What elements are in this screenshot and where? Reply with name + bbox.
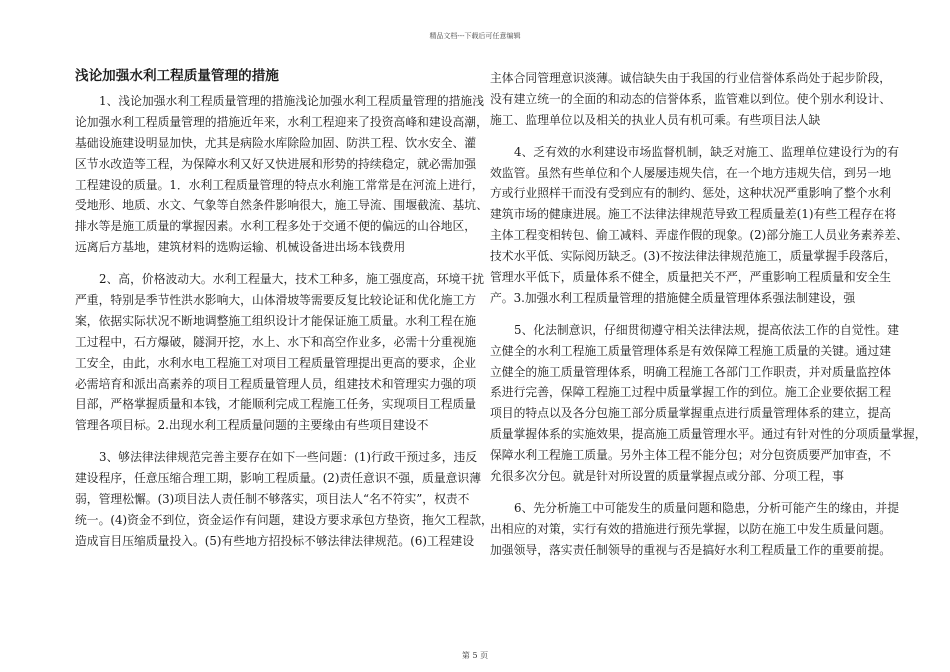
text-line: 4、乏有效的水利建设市场监督机制，缺乏对施工、监理单位建设行为的有 [514, 144, 900, 159]
text-line: 严重，特别是季节性洪水影响大，山体滑坡等需要反复比较论证和优化施工方 [75, 293, 477, 308]
text-line: 弱，管理松懈。(3)项目法人责任制不够落实，项目法人“名不符实”，权责不 [75, 492, 470, 507]
text-line: 论加强水利工程质量管理的措施近年来，水利工程迎来了投资高峰和建设高潮， [75, 114, 488, 129]
text-line: 工安全，由此，水利水电工程施工对项目工程质量管理提出更高的要求，企业 [75, 355, 477, 370]
text-line: 建筑市场的健康进展。施工不法律法律规范导致工程质量差(1)有些工程存在将 [490, 207, 897, 222]
text-line: 建设程序，任意压缩合理工期，影响工程质量。(2)责任意识不强，质量意识薄 [75, 471, 482, 486]
text-line: 出相应的对策，实行有效的措施进行预先掌握，以防在施工中发生质量问题。 [490, 521, 892, 536]
text-line: 保障水利工程施工质量。另外主体工程不能分包；对分包资质要严加审查，不 [490, 448, 892, 463]
text-line: 基础设施建设明显加快，尤其是病险水库除险加固、防洪工程、饮水安全、灌 [75, 135, 477, 150]
text-line: 受地形、地质、水文、气象等自然条件影响很大，施工导流、围堰截流、基坑、 [75, 198, 488, 213]
right-column [490, 68, 927, 561]
text-line: 2、高，价格波动大。水利工程量大，技术工种多，施工强度高，环境干扰 [99, 272, 485, 287]
text-line: 项目的特点以及各分包施工部分质量掌握重点进行质量管理体系的建立，提高 [490, 406, 892, 421]
text-line: 效监管。虽然有些单位和个人屡屡违规失信，在一个地方违规失信，到另一地 [490, 165, 892, 180]
text-line: 工过程中，石方爆破，隧洞开挖，水上、水下和高空作业多，必需十分重视施 [75, 334, 477, 349]
text-line: 主体工程变相转包、偷工减料、弄虚作假的现象。(2)部分施工人员业务素养差、 [490, 228, 908, 243]
text-line: 产。3.加强水利工程质量管理的措施健全质量管理体系强法制建设，强 [490, 290, 856, 305]
text-line: 远离后方基地，建筑材料的选购运输、机械设备进出场本钱费用 [75, 240, 406, 255]
text-line: 区节水改造等工程，为保障水利又好又快进展和形势的持续稳定，就必需加强 [75, 156, 477, 171]
text-line: 方或行业照样干而没有受到应有的制约、惩处，这种状况严重影响了整个水利 [490, 186, 892, 201]
left-column [75, 68, 493, 552]
text-line: 加强领导，落实责任制领导的重视与否是搞好水利工程质量工作的重要前提。 [490, 542, 892, 557]
text-line: 工程建设的质量。1．水利工程质量管理的特点水利施工常常是在河流上进行， [75, 177, 484, 192]
text-line: 系进行完善，保障工程施工过程中质量掌握工作的到位。施工企业要依据工程 [490, 385, 892, 400]
left-column-body [75, 91, 493, 552]
header-note: 精品文档---下载后可任意编辑 [429, 32, 521, 40]
text-line: 立健全的水利工程施工质量管理体系是有效保障工程施工质量的关键。通过建 [490, 343, 892, 358]
text-line: 允很多次分包。就是针对所设置的质量掌握点或分部、分项工程，事 [490, 469, 844, 484]
text-line: 6、先分析施工中可能发生的质量问题和隐患，分析可能产生的缘由，并提 [514, 500, 900, 515]
text-line: 管理水平低下，质量体系不健全，质量把关不严，严重影响工程质量和安全生 [490, 270, 892, 285]
text-line: 主体合同管理意识淡薄。诚信缺失由于我国的行业信誉体系尚处于起步阶段， [490, 71, 892, 85]
right-column-body [490, 68, 927, 561]
text-line: 3、够法律法律规范完善主要存在如下一些问题：(1)行政干预过多，违反 [99, 450, 478, 465]
page-number: 第 5 页 [461, 651, 489, 660]
text-line: 必需培育和派出高素养的项目工程质量管理人员，组建技术和管理实力强的项 [75, 376, 477, 391]
text-line: 技术水平低、实际阅历缺乏。(3)不按法律法律规范施工，质量掌握手段落后， [490, 249, 897, 264]
text-line: 造成盲目压缩质量投入。(5)有些地方招投标不够法律法律规范。(6)工程建设 [75, 533, 475, 548]
text-line: 1、浅论加强水利工程质量管理的措施浅论加强水利工程质量管理的措施浅 [99, 94, 485, 108]
text-line: 施工、监理单位以及相关的执业人员有机可乘。有些项目法人缺 [490, 112, 821, 127]
text-line: 目部，严格掌握质量和本钱，才能顺利完成工程施工任务，实现项目工程质量 [75, 397, 477, 412]
text-line: 管理各项目标。2.出现水利工程质量问题的主要缘由有些项目建设不 [75, 418, 429, 433]
document-title: 浅论加强水利工程质量管理的措施 [75, 68, 279, 84]
text-line: 排水等是施工质量的掌握因素。水利工程多处于交通不便的偏远的山谷地区， [75, 219, 477, 234]
text-line: 质量掌握体系的实施效果，提高施工质量管理水平。通过有针对性的分项质量掌握， [490, 427, 927, 442]
text-line: 立健全的施工质量管理体系，明确工程施工各部门工作职责，并对质量监控体 [490, 364, 892, 379]
text-line: 5、化法制意识，仔细贯彻遵守相关法律法规，提高依法工作的自觉性。建 [514, 322, 900, 337]
text-line: 案，依据实际状况不断地调整施工组织设计才能保证施工质量。水利工程在施 [75, 313, 477, 328]
text-line: 没有建立统一的全面的和动态的信誉体系，监管难以到位。使个别水利设计、 [490, 91, 892, 106]
text-line: 统一。(4)资金不到位，资金运作有问题，建设方要求承包方垫资，拖欠工程款， [75, 512, 493, 527]
